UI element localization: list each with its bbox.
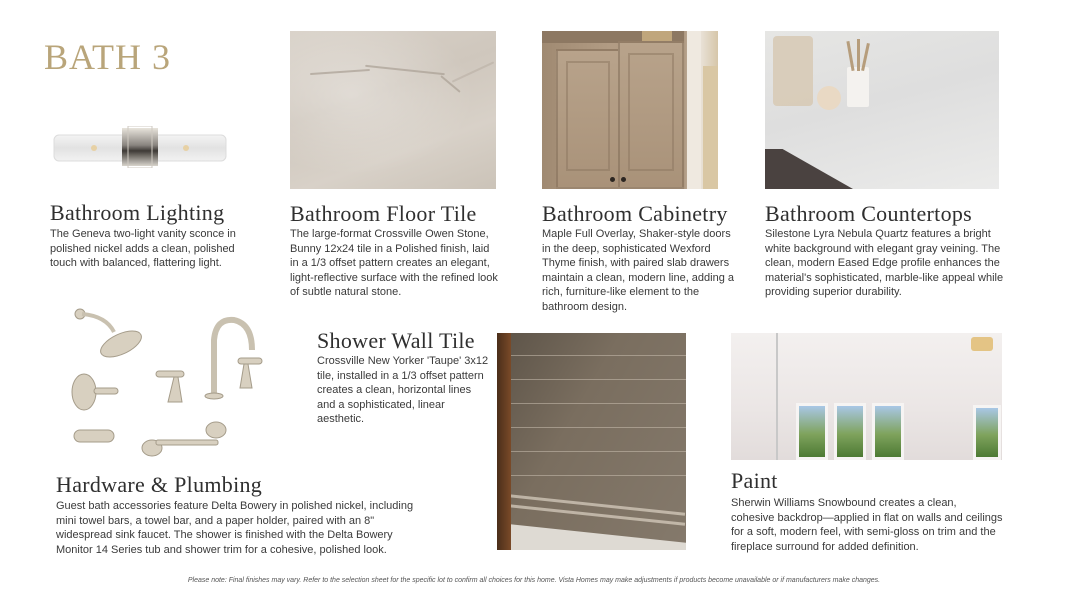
painted-bathroom-image	[731, 333, 1002, 460]
cabinetry-heading: Bathroom Cabinetry	[542, 201, 728, 226]
lighting-description: The Geneva two-light vanity sconce in polished nickel adds a clean, polished touch with balanced, flattering light.	[50, 228, 236, 270]
floor-tile-image	[290, 31, 496, 189]
hardware-heading: Hardware & Plumbing	[56, 472, 263, 497]
countertops-description: Silestone Lyra Nebula Quartz features a bright white background with elegant gray veining. The clean, modern Eased Edge profile enhances the material's sophisticated, marble-like appeal while providing superior durability.	[765, 228, 1004, 299]
shower-tile-description: Crossville New Yorker 'Taupe' 3x12 tile, installed in a 1/3 offset pattern creates a clean, horizontal lines and a sophisticated, linear aesthetic.	[317, 355, 489, 426]
cabinetry-description: Maple Full Overlay, Shaker-style doors in the deep, sophisticated Wexford Thyme finish, with paired slab drawers maintain a clean, modern line, adding a rich, furniture-like element to the bathroom design.	[542, 228, 735, 313]
shower-tile-heading: Shower Wall Tile	[317, 328, 475, 353]
plumbing-fixtures-image	[66, 300, 266, 465]
floor-tile-heading: Bathroom Floor Tile	[290, 201, 477, 226]
floor-tile-description: The large-format Crossville Owen Stone, Bunny 12x24 tile in a Polished finish, laid in a 1/3 offset pattern creates an elegant, light-reflective surface with the refined look of subtle natural stone.	[290, 228, 498, 299]
hardware-description: Guest bath accessories feature Delta Bowery in polished nickel, including mini towel bars, a towel bar, and a paper holder, paired with an 8" widespread sink faucet. The shower is finished with the Delta Bowery Monitor 14 Series tub and shower trim for a cohesive, polished look.	[56, 500, 414, 556]
countertops-heading: Bathroom Countertops	[765, 201, 973, 226]
paint-description: Sherwin Williams Snowbound creates a clean, cohesive backdrop—applied in flat on walls and ceilings for a soft, modern feel, with semi-gloss on trim and the fireplace surround for added definition.	[731, 497, 1003, 553]
shower-tile-image	[497, 333, 686, 550]
cabinetry-image	[542, 31, 718, 189]
page-title: BATH 3	[44, 37, 172, 77]
paint-heading: Paint	[731, 468, 778, 493]
vanity-sconce-image	[52, 126, 228, 168]
disclaimer-note: Please note: Final finishes may vary. Refer to the selection sheet for the specific lot to confirm all choices for this home. Vista Homes may make adjustments if products become unavailable or if manufacturers make changes.	[187, 577, 881, 584]
lighting-heading: Bathroom Lighting	[50, 200, 225, 225]
countertop-image	[765, 31, 999, 189]
